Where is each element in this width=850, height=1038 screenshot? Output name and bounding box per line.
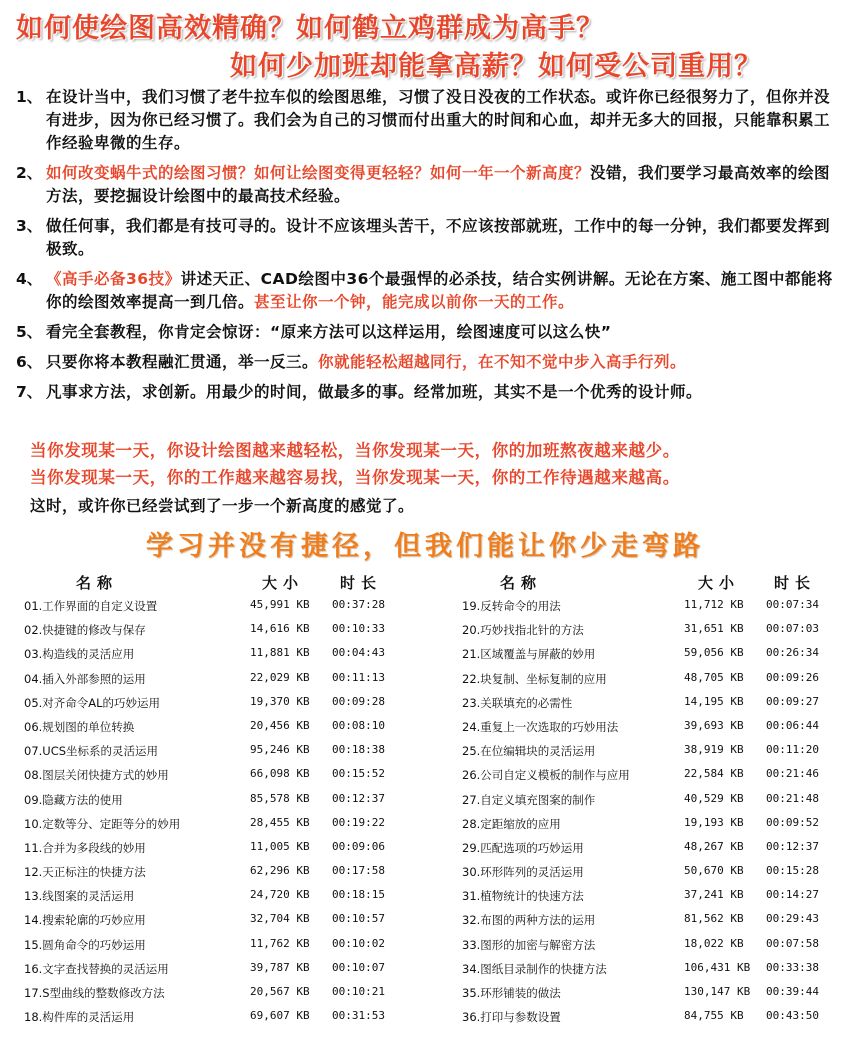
table-row: [24, 618, 424, 642]
feature-point-number: 6、: [16, 353, 43, 371]
lesson-size: 84,755 KB: [684, 1009, 744, 1023]
highlight-text: 你就能轻松超越同行，在不知不觉中步入高手行列。: [318, 353, 687, 371]
table-row: [462, 933, 842, 957]
lesson-duration: 00:10:21: [332, 985, 385, 998]
lesson-size: 28,455 KB: [250, 815, 310, 829]
table-row: [462, 1005, 842, 1029]
feature-point: [16, 215, 840, 261]
lesson-duration: 00:11:20: [766, 743, 819, 757]
body-text: 没错，我们要学习最高效率的绘图方法，要挖掘设计绘图中的最高技术经验。: [46, 164, 831, 205]
body-text: 在设计当中，我们习惯了老牛拉车似的绘图思维，习惯了没日没夜的工作状态。或许你已经很努力了，但你并没有进步，因为你已经习惯了。我们会为自己的习惯而付出重大的时间和心血，却并无多大的回报，只能靠积累工作经验卑微的生存。: [46, 88, 831, 152]
table-row: [462, 618, 842, 642]
lesson-name: 30.环形阵列的灵活运用: [462, 865, 584, 880]
feature-point-number: 1、: [16, 88, 43, 106]
table-row: [24, 957, 424, 981]
lesson-duration: 00:21:46: [766, 767, 819, 781]
feature-point-number: 5、: [16, 323, 43, 341]
lesson-size: 11,881 KB: [250, 646, 310, 660]
lesson-size: 59,056 KB: [684, 646, 744, 660]
slogan-line-1: 当你发现某一天，你设计绘图越来越轻松，当你发现某一天，你的加班熬夜越来越少。: [30, 441, 680, 460]
lesson-duration: 00:11:13: [332, 670, 385, 684]
lesson-name: 06.规划图的单位转换: [24, 719, 135, 734]
lesson-size: 19,370 KB: [250, 694, 310, 708]
lesson-size: 38,919 KB: [684, 743, 744, 757]
lesson-name: 10.定数等分、定距等分的妙用: [24, 816, 181, 831]
lesson-size: 14,616 KB: [250, 622, 310, 636]
feature-point-text: [46, 321, 840, 344]
lesson-duration: 00:21:48: [766, 791, 819, 805]
lesson-size: 66,098 KB: [250, 767, 310, 781]
lesson-duration: 00:08:10: [332, 718, 385, 732]
lesson-name: 11.合并为多段线的妙用: [24, 840, 146, 855]
lesson-name: 05.对齐命令AL的巧妙运用: [24, 695, 161, 710]
table-row: [462, 715, 842, 739]
header-size: 大小: [262, 574, 305, 592]
body-text: 讲述天正、CAD绘图中36个最强悍的必杀技，结合实例讲解。无论在方案、施工图中都能将你的绘图效率提高一到几倍。: [46, 270, 833, 311]
header-name: 名称: [500, 574, 543, 592]
lesson-name: 16.文字查找替换的灵活运用: [24, 961, 169, 976]
table-row: [462, 860, 842, 884]
lesson-duration: 00:18:38: [332, 743, 385, 757]
lesson-name: 25.在位编辑块的灵活运用: [462, 744, 596, 759]
table-row: [462, 763, 842, 787]
lesson-duration: 00:43:50: [766, 1009, 819, 1023]
lesson-duration: 00:19:22: [332, 815, 385, 829]
lesson-duration: 00:31:53: [332, 1009, 385, 1023]
lesson-duration: 00:09:52: [766, 815, 819, 829]
table-row: [24, 667, 424, 691]
lesson-duration: 00:12:37: [332, 791, 385, 805]
table-row: [24, 788, 424, 812]
lesson-duration: 00:09:26: [766, 670, 819, 684]
lesson-size: 31,651 KB: [684, 622, 744, 636]
table-row: [24, 594, 424, 618]
table-row: [462, 884, 842, 908]
feature-point-text: [46, 351, 840, 374]
feature-point-number: 2、: [16, 164, 43, 182]
lesson-size: 40,529 KB: [684, 791, 744, 805]
lesson-duration: 00:29:43: [766, 912, 819, 926]
header-size: 大小: [698, 574, 741, 592]
lesson-table-right: [462, 570, 842, 1029]
table-row: [24, 642, 424, 666]
lesson-size: 48,267 KB: [684, 839, 744, 853]
table-row: [24, 1005, 424, 1029]
lesson-duration: 00:06:44: [766, 718, 819, 732]
table-row: [24, 981, 424, 1005]
lesson-name: 02.快捷键的修改与保存: [24, 623, 146, 638]
table-row: [24, 812, 424, 836]
feature-points-list: [16, 86, 840, 411]
lesson-size: 39,787 KB: [250, 960, 310, 974]
feature-point: [16, 86, 840, 155]
headline-line-2: 如何少加班却能拿高薪？如何受公司重用？: [230, 51, 762, 82]
lesson-name: 22.块复制、坐标复制的应用: [462, 671, 607, 686]
feature-point-text: [46, 268, 840, 314]
lesson-name: 01.工作界面的自定义设置: [24, 599, 158, 613]
lesson-name: 14.搜索轮廓的巧妙应用: [24, 913, 146, 928]
feature-point-text: [46, 381, 840, 404]
lesson-duration: 00:10:33: [332, 622, 385, 636]
lesson-name: 17.S型曲线的整数修改方法: [24, 986, 165, 1000]
header-duration: 时长: [774, 574, 817, 592]
feature-point: [16, 162, 840, 208]
lesson-name: 31.植物统计的快速方法: [462, 889, 584, 904]
lesson-name: 13.线图案的灵活运用: [24, 889, 135, 904]
lesson-name: 12.天正标注的快捷方法: [24, 865, 146, 880]
body-text: 做任何事，我们都是有技可寻的。设计不应该埋头苦干，不应该按部就班，工作中的每一分钟，我们都要发挥到极致。: [46, 217, 831, 258]
lesson-size: 22,584 KB: [684, 767, 744, 781]
table-row: [24, 739, 424, 763]
lesson-duration: 00:14:27: [766, 888, 819, 902]
lesson-size: 106,431 KB: [684, 960, 751, 974]
lesson-duration: 00:15:52: [332, 767, 385, 781]
lesson-rows: [24, 594, 424, 1029]
lesson-name: 32.布图的两种方法的运用: [462, 913, 596, 928]
table-row: [462, 957, 842, 981]
lesson-name: 27.自定义填充图案的制作: [462, 792, 596, 807]
feature-point-text: [46, 215, 840, 261]
lesson-size: 20,567 KB: [250, 985, 310, 998]
lesson-name: 21.区域覆盖与屏蔽的妙用: [462, 647, 596, 662]
lesson-name: 07.UCS坐标系的灵活运用: [24, 744, 159, 759]
lesson-size: 37,241 KB: [684, 888, 744, 902]
feature-point-number: 4、: [16, 270, 43, 288]
lesson-name: 36.打印与参数设置: [462, 1010, 561, 1025]
lesson-size: 32,704 KB: [250, 912, 310, 926]
lesson-duration: 00:07:03: [766, 622, 819, 636]
feature-point-number: 3、: [16, 217, 43, 235]
feature-point-text: [46, 162, 840, 208]
lesson-duration: 00:09:27: [766, 694, 819, 708]
lesson-name: 18.构件库的灵活运用: [24, 1010, 135, 1025]
lesson-size: 85,578 KB: [250, 791, 310, 805]
banner-title: 学习并没有捷径，但我们能让你少走弯路: [146, 531, 704, 562]
highlight-text: 甚至让你一个钟，能完成以前你一天的工作。: [254, 293, 575, 311]
table-row: [462, 908, 842, 932]
lesson-size: 20,456 KB: [250, 718, 310, 732]
header-duration: 时长: [340, 574, 383, 592]
table-header: [24, 570, 424, 594]
lesson-size: 22,029 KB: [250, 670, 310, 684]
table-row: [462, 981, 842, 1005]
lesson-size: 24,720 KB: [250, 888, 310, 902]
lesson-duration: 00:39:44: [766, 985, 819, 998]
lesson-duration: 00:07:58: [766, 936, 819, 950]
table-row: [24, 860, 424, 884]
lesson-table-left: [24, 570, 424, 1029]
lesson-rows: [462, 594, 842, 1029]
lesson-size: 95,246 KB: [250, 743, 310, 757]
header-name: 名称: [76, 574, 119, 592]
lesson-name: 20.巧妙找指北针的方法: [462, 623, 584, 638]
feature-point-number: 7、: [16, 383, 43, 401]
table-row: [24, 884, 424, 908]
lesson-duration: 00:10:57: [332, 912, 385, 926]
table-header: [462, 570, 842, 594]
closing-text: 这时，或许你已经尝试到了一步一个新高度的感觉了。: [30, 497, 415, 515]
lesson-name: 34.图纸目录制作的快捷方法: [462, 961, 607, 976]
lesson-name: 24.重复上一次选取的巧妙用法: [462, 719, 619, 734]
lesson-duration: 00:10:02: [332, 936, 385, 950]
headline-line-1: 如何使绘图高效精确？如何鹤立鸡群成为高手？: [16, 13, 604, 44]
table-row: [462, 642, 842, 666]
table-row: [24, 691, 424, 715]
lesson-size: 19,193 KB: [684, 815, 744, 829]
body-text: 只要你将本教程融汇贯通，举一反三。: [46, 353, 319, 371]
lesson-duration: 00:04:43: [332, 646, 385, 660]
feature-point: [16, 321, 840, 344]
lesson-duration: 00:18:15: [332, 888, 385, 902]
lesson-size: 18,022 KB: [684, 936, 744, 950]
lesson-name: 03.构造线的灵活应用: [24, 647, 135, 662]
lesson-size: 11,005 KB: [250, 839, 310, 853]
lesson-name: 09.隐藏方法的使用: [24, 792, 123, 807]
lesson-size: 45,991 KB: [250, 598, 310, 611]
table-row: [24, 836, 424, 860]
feature-point: [16, 268, 840, 314]
lesson-size: 11,762 KB: [250, 936, 310, 950]
lesson-duration: 00:09:28: [332, 694, 385, 708]
feature-point-text: [46, 86, 840, 155]
table-row: [462, 739, 842, 763]
lesson-name: 26.公司自定义模板的制作与应用: [462, 768, 630, 783]
lesson-size: 39,693 KB: [684, 718, 744, 732]
lesson-name: 08.图层关闭快捷方式的妙用: [24, 768, 169, 783]
lesson-name: 15.圆角命令的巧妙运用: [24, 937, 146, 952]
lesson-size: 14,195 KB: [684, 694, 744, 708]
lesson-duration: 00:10:07: [332, 960, 385, 974]
table-row: [462, 594, 842, 618]
lesson-size: 62,296 KB: [250, 864, 310, 878]
body-text: 凡事求方法，求创新。用最少的时间，做最多的事。经常加班，其实不是一个优秀的设计师。: [46, 383, 703, 401]
lesson-duration: 00:37:28: [332, 598, 385, 611]
lesson-size: 11,712 KB: [684, 598, 744, 611]
lesson-name: 28.定距缩放的应用: [462, 816, 561, 831]
lesson-size: 48,705 KB: [684, 670, 744, 684]
slogan-line-2: 当你发现某一天，你的工作越来越容易找，当你发现某一天，你的工作待遇越来越高。: [30, 468, 680, 487]
table-row: [462, 812, 842, 836]
table-row: [462, 836, 842, 860]
table-row: [462, 788, 842, 812]
lesson-duration: 00:12:37: [766, 839, 819, 853]
lesson-size: 81,562 KB: [684, 912, 744, 926]
lesson-name: 04.插入外部参照的运用: [24, 671, 146, 686]
lesson-duration: 00:33:38: [766, 960, 819, 974]
lesson-name: 29.匹配选项的巧妙运用: [462, 840, 584, 855]
lesson-duration: 00:07:34: [766, 598, 819, 611]
table-row: [24, 715, 424, 739]
table-row: [462, 667, 842, 691]
lesson-duration: 00:26:34: [766, 646, 819, 660]
feature-point: [16, 351, 840, 374]
lesson-name: 23.关联填充的必需性: [462, 695, 573, 710]
lesson-name: 19.反转命令的用法: [462, 599, 561, 613]
table-row: [24, 763, 424, 787]
lesson-size: 130,147 KB: [684, 985, 751, 998]
lesson-name: 33.图形的加密与解密方法: [462, 937, 596, 952]
highlight-text: 如何改变蜗牛式的绘图习惯？如何让绘图变得更轻轻？如何一年一个新高度？: [46, 164, 591, 182]
lesson-name: 35.环形铺装的做法: [462, 986, 561, 1000]
lesson-duration: 00:15:28: [766, 864, 819, 878]
lesson-size: 50,670 KB: [684, 864, 744, 878]
table-row: [24, 908, 424, 932]
table-row: [462, 691, 842, 715]
table-row: [24, 933, 424, 957]
highlight-text: 《高手必备36技》: [46, 270, 181, 288]
body-text: 看完全套教程，你肯定会惊讶：“原来方法可以这样运用，绘图速度可以这么快”: [46, 323, 612, 341]
feature-point: [16, 381, 840, 404]
lesson-size: 69,607 KB: [250, 1009, 310, 1023]
lesson-duration: 00:17:58: [332, 864, 385, 878]
lesson-duration: 00:09:06: [332, 839, 385, 853]
